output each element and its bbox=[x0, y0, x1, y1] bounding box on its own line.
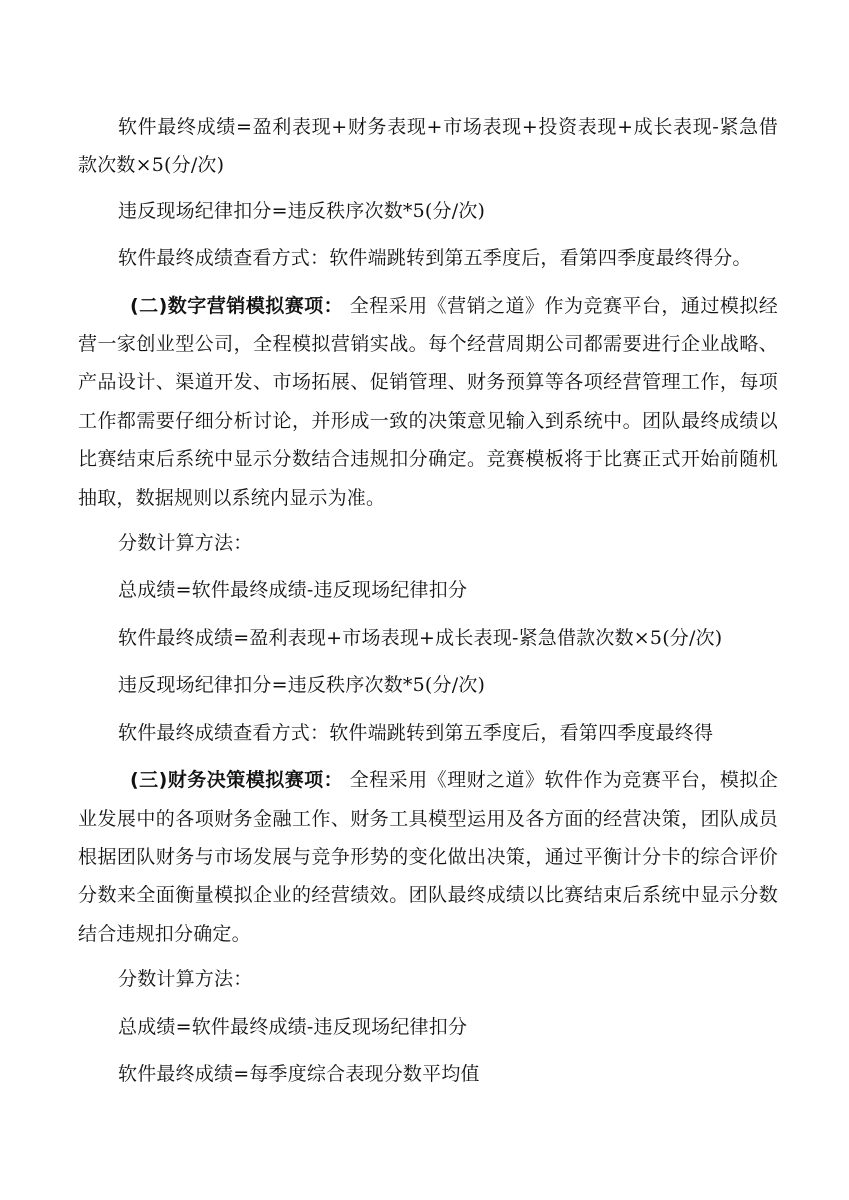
marketing-software-score-formula: 软件最终成绩=盈利表现+市场表现+成长表现-紧急借款次数×5(分/次) bbox=[118, 626, 723, 649]
financial-score-method-label: 分数计算方法： bbox=[118, 968, 253, 991]
financial-decision-heading: (三)财务决策模拟赛项： bbox=[130, 769, 344, 792]
total-score-formula: 总成绩=软件最终成绩-违反现场纪律扣分 bbox=[118, 579, 468, 602]
document-content bbox=[78, 108, 778, 1102]
marketing-discipline-deduction-formula: 违反现场纪律扣分=违反秩序次数*5(分/次) bbox=[118, 674, 486, 697]
software-score-formula-paragraph: 软件最终成绩=盈利表现+财务表现+市场表现+投资表现+成长表现-紧急借款次数×5(分/次) bbox=[78, 116, 778, 177]
digital-marketing-body: 全程采用《营销之道》作为竞赛平台，通过模拟经营一家创业型公司，全程模拟营销实战。每个经营周期公司都需要进行企业战略、产品设计、渠道开发、市场拓展、促销管理、财务预算等各项经营管理工作，每项工作都需要仔细分析讨论，并形成一致的决策意见输入到系统中。团队最终成绩以比赛结束后系统中显示分数结合违规扣分确定。竞赛模板将于比赛正式开始前随机抽取，数据规则以系统内显示为准。 bbox=[78, 294, 778, 509]
score-method-label: 分数计算方法： bbox=[118, 532, 253, 555]
financial-decision-body: 全程采用《理财之道》软件作为竞赛平台，模拟企业发展中的各项财务金融工作、财务工具模型运用及各方面的经营决策，团队成员根据团队财务与市场发展与竞争形势的变化做出决策，通过平衡计分卡的综合评价分数来全面衡量模拟企业的经营绩效。团队最终成绩以比赛结束后系统中显示分数结合违规扣分确定。 bbox=[78, 769, 778, 945]
discipline-deduction-formula: 违反现场纪律扣分=违反秩序次数*5(分/次) bbox=[118, 199, 486, 222]
marketing-score-view-method: 软件最终成绩查看方式：软件端跳转到第五季度后，看第四季度最终得 bbox=[118, 721, 714, 744]
digital-marketing-heading: (二)数字营销模拟赛项： bbox=[130, 294, 344, 317]
financial-decision-section bbox=[78, 761, 778, 953]
digital-marketing-section bbox=[78, 287, 778, 517]
financial-total-score-formula: 总成绩=软件最终成绩-违反现场纪律扣分 bbox=[118, 1015, 468, 1038]
financial-software-score-formula: 软件最终成绩=每季度综合表现分数平均值 bbox=[118, 1062, 480, 1085]
score-view-method: 软件最终成绩查看方式：软件端跳转到第五季度后，看第四季度最终得分。 bbox=[118, 247, 752, 270]
